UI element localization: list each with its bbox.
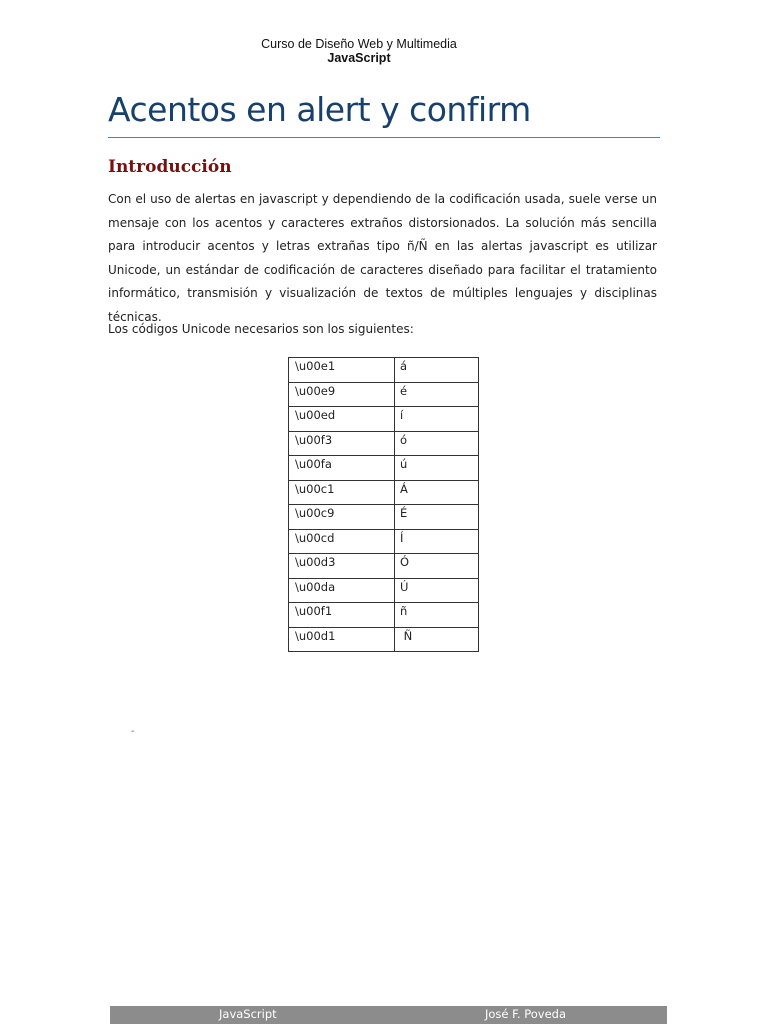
character-cell: Á [395, 480, 479, 505]
character-cell: ó [395, 431, 479, 456]
character-cell: á [395, 358, 479, 383]
character-cell: Ú [395, 578, 479, 603]
character-cell: Í [395, 529, 479, 554]
table-row [289, 505, 479, 530]
table-row [289, 529, 479, 554]
unicode-code-cell: \u00f1 [289, 603, 395, 628]
footer-left-text: JavaScript [219, 1007, 277, 1021]
character-cell: ú [395, 456, 479, 481]
table-row [289, 456, 479, 481]
unicode-code-cell: \u00cd [289, 529, 395, 554]
intro-paragraph: Con el uso de alertas en javascript y dependiendo de la codificación usada, suele verse un mensaje con los acentos y caracteres extraños distorsionados. La solución más sencilla para introducir acentos y letras extrañas tipo ñ/Ñ en las alertas javascript es utilizar Unicode, un estándar de codificación de caracteres diseñado para facilitar el tratamiento informático, transmisión y visualización de textos de múltiples lenguajes y disciplinas técnicas. [108, 192, 657, 324]
unicode-code-cell: \u00e9 [289, 382, 395, 407]
unicode-code-cell: \u00d1 [289, 627, 395, 652]
character-cell: í [395, 407, 479, 432]
table-row [289, 407, 479, 432]
page-header [0, 37, 718, 65]
character-cell: é [395, 382, 479, 407]
page-title: Acentos en alert y confirm [108, 90, 531, 129]
unicode-code-cell: \u00f3 [289, 431, 395, 456]
table-row [289, 627, 479, 652]
unicode-code-cell: \u00d3 [289, 554, 395, 579]
character-cell: Ñ [395, 627, 479, 652]
unicode-code-cell: \u00da [289, 578, 395, 603]
footer-right-text: José F. Poveda [485, 1007, 567, 1021]
unicode-code-cell: \u00c9 [289, 505, 395, 530]
unicode-code-cell: \u00e1 [289, 358, 395, 383]
table-row [289, 358, 479, 383]
unicode-code-cell: \u00fa [289, 456, 395, 481]
course-name: Curso de Diseño Web y Multimedia [261, 37, 457, 51]
section-heading: Introducción [108, 157, 232, 177]
table-row [289, 603, 479, 628]
table-row [289, 554, 479, 579]
table-row [289, 578, 479, 603]
unicode-code-cell: \u00c1 [289, 480, 395, 505]
codes-intro-text: Los códigos Unicode necesarios son los siguientes: [108, 322, 414, 336]
table-row [289, 480, 479, 505]
page-footer [110, 1006, 667, 1024]
subject-name: JavaScript [327, 51, 391, 65]
stray-mark: - [131, 726, 135, 737]
table-row [289, 431, 479, 456]
character-cell: Ó [395, 554, 479, 579]
table-row [289, 382, 479, 407]
title-divider [108, 137, 660, 138]
character-cell: É [395, 505, 479, 530]
unicode-table [288, 357, 479, 652]
character-cell: ñ [395, 603, 479, 628]
unicode-code-cell: \u00ed [289, 407, 395, 432]
